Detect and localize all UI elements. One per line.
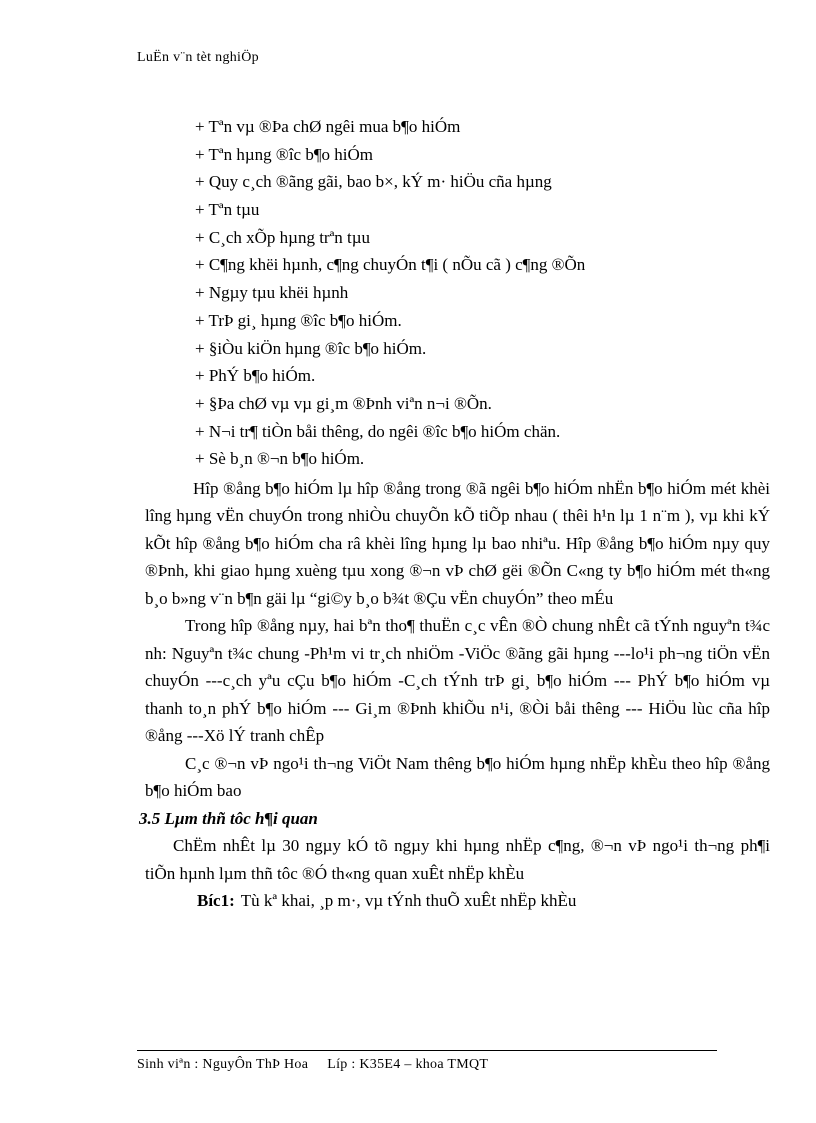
section-heading: 3.5 Lµm thñ tôc h¶i quan	[139, 808, 318, 828]
step-text: Tù kª khai, ¸p m·, vµ tÝnh thuÕ xuÊt nhËp khÈu	[240, 891, 577, 911]
list-item: + Ngµy tµu khëi hµnh	[195, 283, 349, 303]
page-body	[139, 113, 770, 915]
list-block	[145, 113, 770, 473]
list-item: + PhÝ b¶o hiÓm.	[195, 366, 316, 386]
list-item: + Quy c¸ch ®ãng gãi, bao b×, kÝ m· hiÖu cña hµng	[195, 172, 552, 192]
list-item: + §Þa chØ vµ vµ gi¸m ®Þnh viªn n¬i ®Õn.	[195, 393, 492, 413]
paragraph-import-insurance: C¸c ®¬n vÞ ngo¹i th¬ng ViÖt Nam thêng b¶o hiÓm hµng nhËp khÈu theo hîp ®ång b¶o hiÓm bao	[145, 753, 770, 801]
list-item: + TrÞ gi¸ hµng ®îc b¶o hiÓm.	[195, 310, 402, 330]
footer-class: Líp : K35E4 – khoa TMQT	[327, 1057, 489, 1072]
paragraph-customs-deadline: ChËm nhÊt lµ 30 ngµy kÓ tõ ngµy khi hµng nhËp c¶ng, ®¬n vÞ ngo¹i th¬ng ph¶i tiÕn hµnh lµm thñ tôc ®Ó th«ng quan xuÊt nhËp khÈu	[145, 836, 770, 883]
step-label: Bíc1:	[197, 891, 235, 911]
list-item: + N¬i tr¶ tiÒn båi thêng, do ngêi ®îc b¶o hiÓm chän.	[195, 421, 561, 441]
page-footer	[137, 1057, 488, 1073]
list-item: + Tªn hµng ®îc b¶o hiÓm	[195, 144, 374, 164]
list-item: + Tªn vµ ®Þa chØ ngêi mua b¶o hiÓm	[195, 117, 461, 136]
footer-student: Sinh viªn : NguyÔn ThÞ Hoa	[137, 1057, 309, 1072]
paragraph-contract-terms: Trong hîp ®ång nµy, hai bªn tho¶ thuËn c¸c vÊn ®Ò chung nhÊt cã tÝnh nguyªn t¾c nh: Nguyªn t¾c chung -Ph¹m vi tr¸ch nhiÖm -ViÖc ®ãng gãi hµng ---lo¹i ph¬ng tiÖn vËn chuyÓn ---c¸ch yªu cÇu b¶o hiÓm -C¸ch tÝnh trÞ gi¸ b¶o hiÓm --- PhÝ b¶o hiÓm vµ thanh to¸n phÝ b¶o hiÓm --- Gi¸m ®Þnh khiÕu n¹i, ®Òi båi thêng --- HiÖu lùc cña hîp ®ång ---Xö lÝ tranh chÊp	[145, 616, 770, 746]
list-item: + C¶ng khëi hµnh, c¶ng chuyÓn t¶i ( nÕu cã ) c¶ng ®Õn	[195, 255, 586, 275]
list-item: + C¸ch xÕp hµng trªn tµu	[195, 227, 371, 247]
list-item: + Tªn tµu	[195, 200, 260, 220]
paragraph-open-policy: Hîp ®ång b¶o hiÓm lµ hîp ®ång trong ®ã ngêi b¶o hiÓm nhËn b¶o hiÓm mét khèi lîng hµng vËn chuyÓn trong nhiÒu chuyÕn kÕ tiÕp nhau ( thêi h¹n lµ 1 n¨m ), vµ khi kÝ kÕt hîp ®ång b¶o hiÓm cha râ khèi lîng hµng lµ bao nhiªu. Hîp ®ång b¶o hiÓm nµy quy ®Þnh, khi giao hµng xuèng tµu xong ®¬n vÞ chØ gëi ®Õn C«ng ty b¶o hiÓm mét th«ng b¸o b»ng v¨n b¶n gäi lµ “gi©y b¸o b¾t ®Çu vËn chuyÓn” theo mÉu	[145, 478, 770, 608]
list-item: + §iÒu kiÖn hµng ®îc b¶o hiÓm.	[195, 338, 427, 358]
step-line	[145, 887, 770, 915]
footer-divider	[137, 1050, 717, 1051]
list-item: + Sè b¸n ®¬n b¶o hiÓm.	[195, 449, 365, 469]
running-header: LuËn v¨n tèt nghiÖp	[137, 50, 259, 65]
